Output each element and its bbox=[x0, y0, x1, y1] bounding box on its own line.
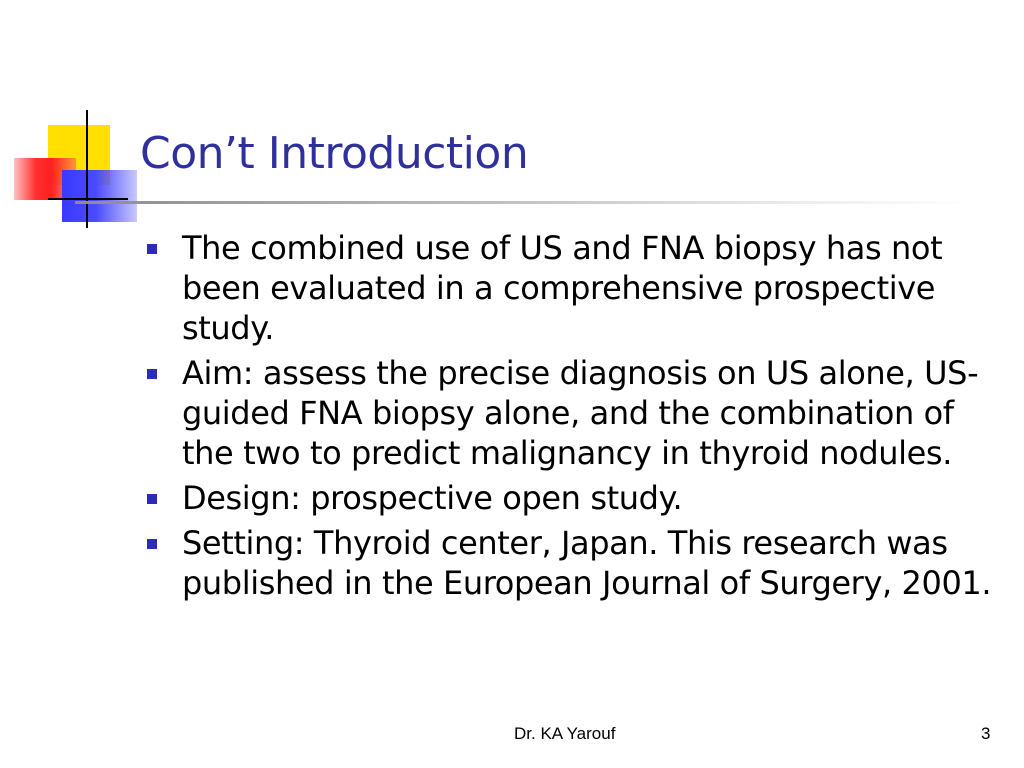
footer-author: Dr. KA Yarouf bbox=[514, 724, 616, 743]
bullet-text: Design: prospective open study. bbox=[182, 479, 683, 517]
bullet-text: Aim: assess the precise diagnosis on US alone, US-guided FNA biopsy alone, and the combination of the two to predict malignancy in thyroid nodules. bbox=[182, 354, 979, 472]
slide-title: Con’t Introduction bbox=[140, 128, 529, 179]
decorative-logo bbox=[0, 0, 150, 240]
bullet-text: The combined use of US and FNA biopsy has not been evaluated in a comprehensive prospective study. bbox=[182, 229, 943, 347]
bullet-text: Setting: Thyroid center, Japan. This research was published in the European Journal of Surgery, 2001. bbox=[182, 524, 992, 602]
bullet-list bbox=[145, 228, 995, 608]
bullet-item bbox=[145, 353, 995, 473]
bullet-item bbox=[145, 228, 995, 348]
square-bullet-icon bbox=[147, 539, 157, 549]
bullet-item bbox=[145, 478, 995, 518]
blue-square bbox=[62, 170, 137, 222]
title-divider bbox=[75, 201, 975, 204]
vertical-line bbox=[86, 110, 88, 228]
square-bullet-icon bbox=[147, 244, 157, 254]
page-number: 3 bbox=[981, 724, 991, 743]
bullet-item bbox=[145, 523, 995, 603]
square-bullet-icon bbox=[147, 369, 157, 379]
square-bullet-icon bbox=[147, 494, 157, 504]
horizontal-line bbox=[48, 198, 128, 200]
